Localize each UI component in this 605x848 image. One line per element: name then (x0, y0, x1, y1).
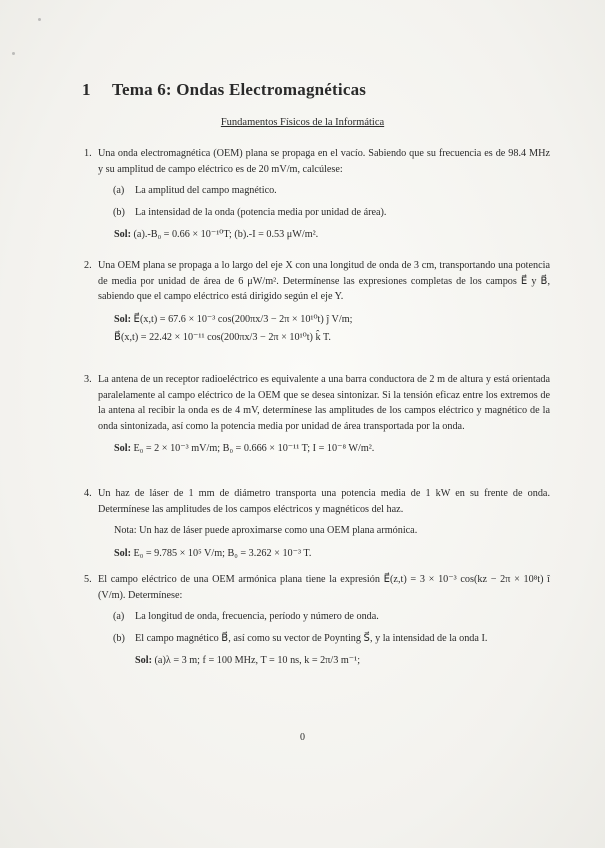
problem-number: 3. (84, 374, 92, 385)
problem-1 (84, 146, 550, 243)
problem-item (113, 205, 550, 221)
solution-text: E⃗(x,t) = 67.6 × 10⁻³ cos(200πx/3 − 2π × 10¹⁰t) ĵ V/m; (133, 313, 353, 325)
chapter-title: Tema 6: Ondas Electromagnéticas (112, 80, 367, 99)
problem-number: 5. (84, 574, 92, 585)
problem-statement: Una onda electromagnética (OEM) plana se propaga en el vacío. Sabiendo que su frecuencia es de 98.4 MHz y su amplitud de campo eléctrico es de 20 mV/m, calcúlese: (98, 148, 550, 175)
solution (98, 546, 550, 562)
item-text: La intensidad de la onda (potencia media por unidad de área). (135, 206, 387, 218)
item-text: La amplitud del campo magnético. (135, 185, 277, 196)
solution (98, 653, 550, 669)
problem-number: 1. (84, 148, 92, 159)
solution-prefix: Sol: (114, 229, 131, 240)
item-label: (a) (113, 611, 125, 622)
problem-item (113, 631, 550, 647)
solution-prefix: Sol: (114, 313, 131, 325)
problem-number: 4. (84, 488, 92, 499)
problem-2 (84, 258, 550, 346)
solution (98, 227, 550, 243)
chapter-number: 1 (82, 80, 91, 99)
solution-prefix: Sol: (135, 655, 152, 666)
problem-statement: Una OEM plana se propaga a lo largo del eje X con una longitud de onda de 3 cm, transportando una potencia de media por unidad de área de 6 μW/m². Determínense las expresiones completas de los campos E⃗ y B⃗, sabiendo que el campo eléctrico está dirigido según el eje Y. (98, 260, 550, 302)
item-text: La longitud de onda, frecuencia, período y número de onda. (135, 611, 379, 622)
solution-prefix: Sol: (114, 547, 131, 559)
solution-text: B⃗(x,t) = 22.42 × 10⁻¹¹ cos(200πx/3 − 2π × 10¹⁰t) k̂ T. (114, 332, 331, 343)
problem-number: 2. (84, 260, 92, 271)
problem-note: Nota: Un haz de láser puede aproximarse como una OEM plana armónica. (114, 525, 418, 536)
problem-statement: Un haz de láser de 1 mm de diámetro transporta una potencia media de 1 kW en su frente de onda. Determínese las amplitudes de los campos eléctricos y magnéticos del haz. (98, 488, 550, 515)
problem-statement: La antena de un receptor radioeléctrico es equivalente a una barra conductora de 2 m de altura y está orientada paralelamente al campo eléctrico de la OEM que se desea sintonizar. Si la tensión eficaz entre los extremos de la antena al recibir la onda es de 4 mV, determínese las amplitudes de los campos eléctrico y magnético de la onda sintonizada, así como la potencia media por unidad de área transportada por la onda. (98, 374, 550, 432)
solution-text: E₀ = 9.785 × 10⁵ V/m; B₀ = 3.262 × 10⁻³ T. (133, 547, 312, 559)
solution (98, 312, 550, 328)
problem-statement: El campo eléctrico de una OEM armónica plana tiene la expresión E⃗(z,t) = 3 × 10⁻³ cos(kz − 2π × 10⁸t) î (V/m). Determínese: (98, 574, 550, 601)
solution-text: (a)λ = 3 m; f = 100 MHz, T = 10 ns, k = 2π/3 m⁻¹; (154, 655, 361, 666)
course-subtitle: Fundamentos Físicos de la Informática (220, 117, 385, 128)
problem-3 (84, 372, 550, 457)
solution-prefix: Sol: (114, 443, 131, 454)
item-label: (b) (113, 632, 125, 644)
item-label: (a) (113, 185, 125, 196)
solution (98, 441, 550, 457)
scan-speck (12, 52, 15, 55)
problem-5 (84, 572, 550, 669)
page-number: 0 (300, 732, 305, 743)
item-label: (b) (113, 206, 125, 218)
item-text: El campo magnético B⃗, así como su vector de Poynting S⃗, y la intensidad de la onda I. (135, 632, 488, 644)
solution-text: (a).-B₀ = 0.66 × 10⁻¹⁰T; (b).-I = 0.53 μW/m². (133, 229, 319, 240)
solution-text: E₀ = 2 × 10⁻³ mV/m; B₀ = 0.666 × 10⁻¹¹ T; I = 10⁻⁸ W/m². (133, 443, 375, 454)
chapter-heading (82, 80, 366, 100)
problem-item (113, 609, 550, 625)
scan-speck (38, 18, 41, 21)
problem-4 (84, 486, 550, 561)
problem-item (113, 183, 550, 199)
solution (98, 330, 550, 346)
